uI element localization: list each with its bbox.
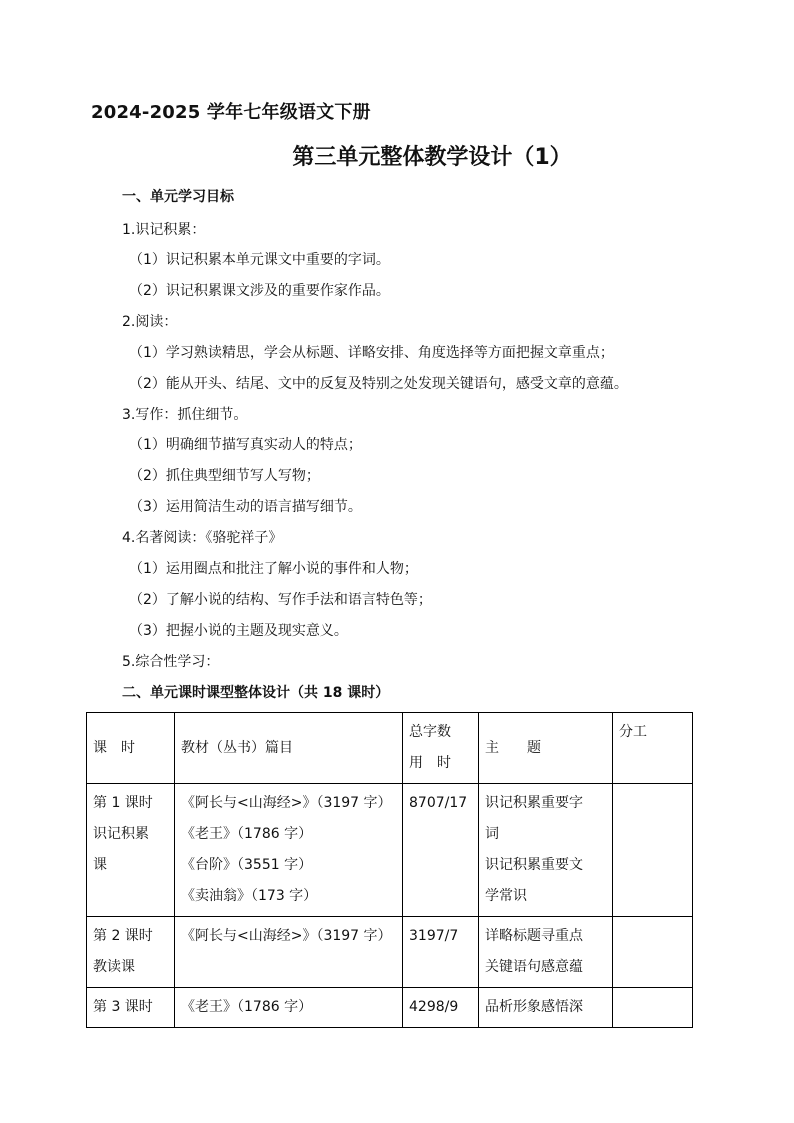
header-total-line2: 用 时	[409, 755, 451, 771]
total-cell	[403, 988, 479, 1028]
goal-line: （1）明确细节描写真实动人的特点；	[129, 437, 362, 453]
division-cell	[613, 917, 693, 988]
theme-text: 学常识	[485, 888, 527, 904]
theme-text: 识记积累重要字	[485, 795, 583, 811]
section-heading-design: 二、单元课时课型整体设计（共 18 课时）	[122, 685, 390, 701]
goal-line: 2.阅读：	[122, 314, 178, 330]
theme-cell	[479, 917, 613, 988]
goal-line: 1.识记积累：	[122, 222, 206, 238]
goal-line: （1）运用圈点和批注了解小说的事件和人物；	[129, 561, 418, 577]
header-texts: 教材（丛书）篇目	[175, 713, 403, 784]
goal-line: （2）了解小说的结构、写作手法和语言特色等；	[129, 592, 432, 608]
goal-line: 4.名著阅读：《骆驼祥子》	[122, 530, 283, 546]
goal-line: （3）把握小说的主题及现实意义。	[129, 623, 348, 639]
table-row	[87, 784, 693, 917]
lesson-plan-table	[86, 712, 693, 1028]
header-period: 课 时	[87, 713, 175, 784]
texts-cell	[175, 988, 403, 1028]
texts-cell	[175, 917, 403, 988]
table-row	[87, 917, 693, 988]
total-value: 8707/17	[409, 795, 468, 811]
total-cell	[403, 784, 479, 917]
period-text: 第 2 课时	[93, 928, 153, 944]
table-header-row	[87, 713, 693, 784]
text-title: 《阿长与<山海经>》（3197 字）	[181, 795, 392, 811]
theme-text: 识记积累重要文	[485, 857, 583, 873]
goal-line: （1）学习熟读精思，学会从标题、详略安排、角度选择等方面把握文章重点；	[129, 345, 614, 361]
goal-line: （2）抓住典型细节写人写物；	[129, 468, 320, 484]
text-title: 《台阶》（3551 字）	[181, 857, 313, 873]
goal-line: （2）识记积累课文涉及的重要作家作品。	[129, 283, 390, 299]
text-title: 《卖油翁》（173 字）	[181, 888, 318, 904]
text-title: 《老王》（1786 字）	[181, 826, 313, 842]
document-header: 2024-2025 学年七年级语文下册	[91, 102, 371, 123]
period-text: 教读课	[93, 959, 135, 975]
theme-text: 词	[485, 826, 499, 842]
table-row	[87, 988, 693, 1028]
period-text: 第 1 课时	[93, 795, 153, 811]
period-text: 第 3 课时	[93, 999, 153, 1015]
texts-cell	[175, 784, 403, 917]
theme-text: 品析形象感悟深	[485, 999, 583, 1015]
theme-cell	[479, 988, 613, 1028]
goal-line: （3）运用简洁生动的语言描写细节。	[129, 499, 362, 515]
period-cell	[87, 917, 175, 988]
total-value: 3197/7	[409, 928, 459, 944]
division-cell	[613, 784, 693, 917]
header-theme: 主 题	[479, 713, 613, 784]
division-cell	[613, 988, 693, 1028]
period-cell	[87, 784, 175, 917]
goal-line: （2）能从开头、结尾、文中的反复及特别之处发现关键语句，感受文章的意蕴。	[129, 376, 628, 392]
theme-cell	[479, 784, 613, 917]
total-value: 4298/9	[409, 999, 459, 1015]
section-heading-goals: 一、单元学习目标	[122, 189, 234, 205]
goal-line: （1）识记积累本单元课文中重要的字词。	[129, 252, 390, 268]
period-cell	[87, 988, 175, 1028]
period-text: 课	[93, 857, 107, 873]
theme-text: 关键语句感意蕴	[485, 959, 583, 975]
header-total	[403, 713, 479, 784]
total-cell	[403, 917, 479, 988]
document-title: 第三单元整体教学设计（1）	[292, 145, 572, 170]
period-text: 识记积累	[93, 826, 149, 842]
goal-line: 3.写作：抓住细节。	[122, 407, 248, 423]
text-title: 《阿长与<山海经>》（3197 字）	[181, 928, 392, 944]
header-division: 分工	[613, 713, 693, 784]
goal-line: 5.综合性学习：	[122, 654, 220, 670]
header-total-line1: 总字数	[409, 724, 451, 740]
text-title: 《老王》（1786 字）	[181, 999, 313, 1015]
theme-text: 详略标题寻重点	[485, 928, 583, 944]
